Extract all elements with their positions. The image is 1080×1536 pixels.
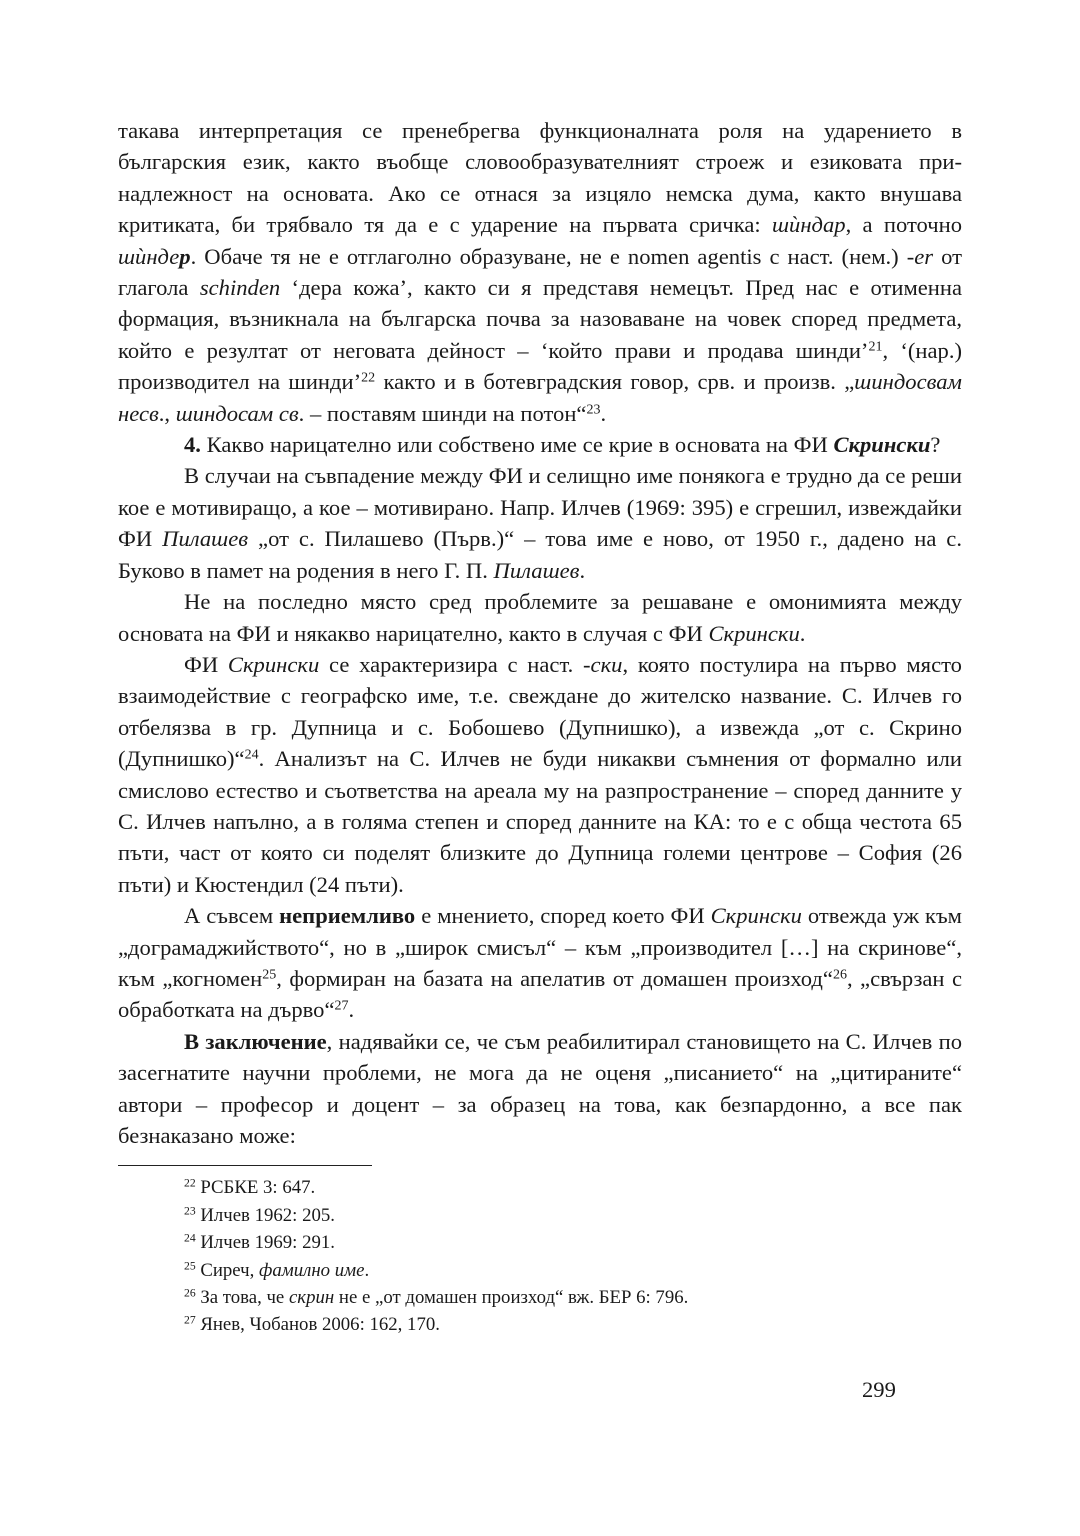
italic-term: Скрински xyxy=(710,903,802,929)
body-text xyxy=(118,115,962,1151)
text-span: , която постулира на първо място взаимодействие с географско име, т.е. свеждане до жителско название. С. Илчев го отбелязва в гр. Дупница и с. Бобошево (Дупнишко), а извежда „от с. Скрино (Дупнишко)“ xyxy=(118,651,962,772)
text-span: , а поточно xyxy=(845,212,962,238)
footnote xyxy=(118,1202,962,1229)
footnote-text: Сиреч, xyxy=(200,1259,260,1281)
footnote-text: За това, че xyxy=(200,1287,289,1309)
text-span: ., xyxy=(158,400,176,426)
footnote-number: 23 xyxy=(184,1204,196,1218)
italic-term: schinden xyxy=(199,275,281,301)
text-span: . xyxy=(579,557,586,583)
footnote-ref[interactable]: 21 xyxy=(868,339,883,355)
paragraph-5 xyxy=(118,649,962,900)
text-span: ? xyxy=(930,432,941,458)
footnote-text: Илчев 1962: 205. xyxy=(200,1204,335,1226)
text-span: Не на последно място сред проблемите за решаване е омонимията между основата на ФИ и някакво нарицателно, както в случая с ФИ xyxy=(118,589,962,646)
footnote-text: РСБКЕ 3: 647. xyxy=(200,1177,316,1199)
text-span: от глагола xyxy=(118,243,962,301)
text-span: , ‘(нар.) производител на шинди’ xyxy=(118,337,963,395)
footnotes xyxy=(118,1174,962,1338)
footnote-ref[interactable]: 25 xyxy=(262,967,277,983)
text-span: шѝнде xyxy=(118,243,180,269)
text-span: , надявайки се, че съм реабилитирал становището на С. Илчев по засегнатите научни проблеми, не мога да не оценя „писанието“ на „цитираните“ автори – професор и доцент – за образец на това, как безпардонно, а все пак безнаказано може: xyxy=(118,1028,963,1148)
italic-term: Скрински xyxy=(708,620,800,646)
text-span: се характеризира с наст. xyxy=(319,651,584,677)
text-span: Какво нарицателно или собствено име се крие в основата на ФИ xyxy=(200,432,834,458)
italic-term xyxy=(118,244,191,269)
paragraph-6 xyxy=(118,900,962,1026)
footnote-number: 22 xyxy=(184,1177,196,1190)
footnote-text: . xyxy=(364,1259,370,1281)
italic-term: -ски xyxy=(583,651,623,677)
text-span: . xyxy=(600,400,607,426)
footnote-number: 27 xyxy=(184,1314,196,1328)
footnote-number: 26 xyxy=(184,1286,196,1300)
text-span: . – поставям шинди на потон“ xyxy=(298,400,587,426)
italic-term: -er xyxy=(906,243,934,269)
paragraph-1 xyxy=(118,115,962,429)
text-span: , формиран на базата на апелатив от домашен произход“ xyxy=(276,965,833,991)
footnote xyxy=(118,1174,962,1201)
page-content xyxy=(118,115,962,1339)
text-span: ‘дера кожа’, както си я представя немецът. Пред нас е отименна формация, възникнала на българска почва за назоваване на човек според предмета, който е резултат от неговата дейност – ‘който прави и продава шинди’ xyxy=(118,275,963,363)
text-span: . Анализът на С. Илчев не буди никакви съмнения от формално или смислово естество и съответства на ареала му на разпространение – според данните у С. Илчев напълно, а в голяма степен и според данните на КА: то е с обща честота 65 пъти, част от която си поделят близките до Дупница големи центрове – София (26 пъти) и Кюстендил (24 пъти). xyxy=(118,746,962,897)
italic-term: шиндосам св xyxy=(175,400,299,426)
footnote-ref[interactable]: 22 xyxy=(361,370,376,386)
text-span: „от с. Пилашево (Първ.)“ – това име е ново, от 1950 г., дадено на с. Буково в памет на родения в него Г. П. xyxy=(118,526,962,583)
footnote xyxy=(118,1311,962,1338)
paragraph-7 xyxy=(118,1026,962,1152)
page-number: 299 xyxy=(862,1377,896,1402)
text-span: е мнението, според което ФИ xyxy=(415,903,711,929)
footnote-text: Илчев 1969: 291. xyxy=(200,1232,335,1254)
footnote-ref[interactable]: 23 xyxy=(586,401,601,417)
text-span: , „свързан с обработката на дърво“ xyxy=(118,965,963,1023)
footnote-ref[interactable]: 27 xyxy=(334,998,349,1014)
footnote-text: не е „от домашен произход“ вж. БЕР 6: 796. xyxy=(334,1287,689,1309)
text-span: както и в ботевградския говор, срв. и произв. „ xyxy=(375,369,855,395)
italic-term: шиндосвам несв xyxy=(118,369,962,426)
footnote-separator xyxy=(118,1165,372,1166)
section-number: 4. xyxy=(184,432,201,458)
text-span: ФИ xyxy=(184,651,228,677)
footnote-italic: скрин xyxy=(288,1287,335,1309)
italic-term: Пилашев xyxy=(162,526,249,552)
footnote-ref[interactable]: 24 xyxy=(244,747,259,763)
footnote-text: Янев, Чобанов 2006: 162, 170. xyxy=(200,1314,440,1336)
paragraph-4 xyxy=(118,586,962,649)
footnote-ref[interactable]: 26 xyxy=(832,967,847,983)
footnote-italic: фамилно име xyxy=(259,1259,365,1281)
footnote xyxy=(118,1284,962,1311)
text-span: такава интерпретация се пренебрегва функционалната роля на ударението в българския език, както въобще словообразувателният строеж и езиковата принадлежност на основата. Ако се отнася за изцяло немска дума, както внушава критиката, би трябвало тя да е с ударение на първата сричка: xyxy=(118,118,962,238)
text-span: . Обаче тя не е отглаголно образуване, не е nomen agentis с наст. (нем.) xyxy=(190,243,907,269)
text-span: . xyxy=(348,997,355,1023)
bold-term: В заключение xyxy=(184,1028,327,1054)
text-span: А съвсем xyxy=(184,903,280,929)
bold-letter: р xyxy=(179,243,191,269)
footnote-number: 24 xyxy=(184,1231,196,1245)
paragraph-3 xyxy=(118,460,962,586)
section-heading-4 xyxy=(118,429,962,460)
footnote xyxy=(118,1257,962,1284)
text-span: отвежда уж към „дограмаджийството“, но в „широк смисъл“ – към „производител […] на скринове“, към „когномен xyxy=(118,903,962,991)
bold-italic-term: Скрински xyxy=(833,432,931,458)
bold-term: неприемливо xyxy=(279,903,416,929)
italic-term: Скрински xyxy=(227,651,320,677)
footnote-number: 25 xyxy=(184,1259,196,1273)
footnote xyxy=(118,1229,962,1256)
italic-term: Пилашев xyxy=(493,557,580,583)
text-span: . xyxy=(799,620,806,646)
italic-term: шѝндар xyxy=(772,212,846,238)
text-span: В случаи на съвпадение между ФИ и селищно име понякога е трудно да се реши кое е мотивиращо, а кое – мотивирано. Напр. Илчев (1969: 395) е сгрешил, извеждайки ФИ xyxy=(118,463,962,552)
